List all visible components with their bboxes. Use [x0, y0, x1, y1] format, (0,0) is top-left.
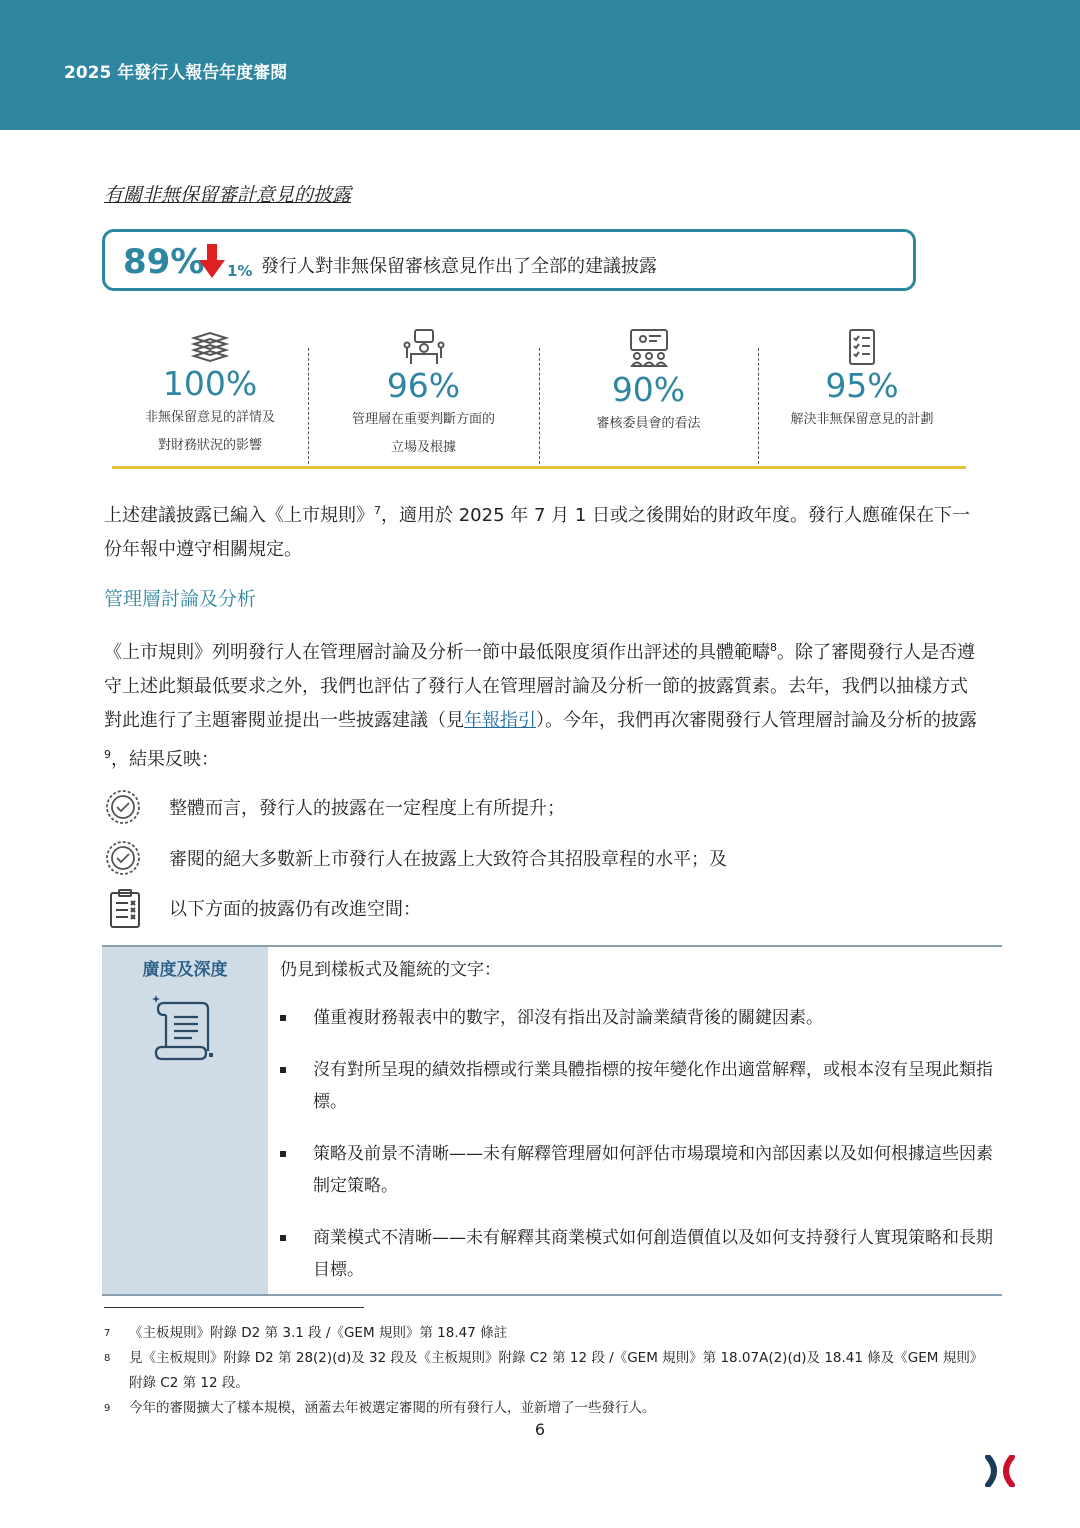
paragraph-intro: 上述建議披露已編入《上市規則》$^7$，適用於 2025 年 7 月 1 日或之後開始的財政年度。發行人應確保在下一份年報中遵守相關規定。: [104, 504, 971, 560]
presenter-icon: [403, 328, 445, 366]
hkex-logo-icon: [984, 1455, 1016, 1487]
paragraph-mdna: 《上市規則》列明發行人在管理層討論及分析一節中最低限度須作出評述的具體範疇$^8$。除了審閱發行人是否遵守上述此類最低要求之外，我們也評估了發行人在管理層討論及分析一節的披露質素。去年，我們以抽樣方式對此進行了主題審閱並提出一些披露建議（見年報指引）。今年，我們再次審閱發行人管理層討論及分析的披露$^9$，結果反映：: [104, 641, 977, 770]
stat-label: 立場及根據: [390, 440, 456, 455]
category-panel: [102, 947, 268, 1294]
document-scroll-icon: [152, 995, 216, 1061]
bullet-marker: [280, 1151, 286, 1157]
check-badge-icon: [104, 839, 142, 877]
stat-label: 非無保留意見的詳情及: [144, 410, 275, 425]
section-title: 有關非無保留審計意見的披露: [104, 184, 352, 206]
stat-value: 100%: [162, 364, 258, 403]
committee-icon: [627, 328, 671, 370]
bullet-marker: [280, 1015, 286, 1021]
bullet-marker: [280, 1235, 286, 1241]
down-arrow-icon: [199, 244, 225, 278]
stat-value: 90%: [611, 370, 686, 409]
stat-label: 審核委員會的看法: [596, 416, 701, 431]
highlight-text: 發行人對非無保留審核意見作出了全部的建議披露: [261, 256, 657, 277]
finding-text: 以下方面的披露仍有改進空間：: [169, 899, 421, 920]
finding-text: 整體而言，發行人的披露在一定程度上有所提升；: [169, 798, 565, 819]
finding-item: [104, 889, 984, 929]
stat-label: 對財務狀況的影響: [157, 438, 262, 453]
page-number: 6: [534, 1420, 546, 1439]
stat-value: 96%: [386, 366, 461, 405]
stat-label: 解決非無保留意見的計劃: [790, 412, 934, 427]
stats-panel: [112, 322, 966, 469]
books-icon: [190, 328, 230, 364]
category-title: 廣度及深度: [142, 960, 228, 980]
annual-report-guide-link[interactable]: 年報指引: [464, 710, 536, 731]
table-intro: 仍見到樣板式及籠統的文字：: [280, 960, 501, 980]
stat-resolution-plan: [758, 322, 966, 462]
highlight-box: [102, 229, 916, 291]
header-bar: [0, 0, 1080, 130]
stat-value: 95%: [825, 366, 899, 405]
document-title: 2025 年發行人報告年度審閱: [64, 63, 288, 83]
check-badge-icon: [104, 788, 142, 826]
stat-details: [112, 322, 308, 462]
footnote-divider: [104, 1307, 364, 1308]
clipboard-icon: [104, 889, 144, 929]
finding-item: [104, 788, 984, 828]
finding-item: [104, 839, 984, 879]
mdna-heading: 管理層討論及分析: [104, 588, 257, 610]
stat-management-stance: [308, 322, 539, 462]
stat-audit-committee: [539, 322, 758, 462]
finding-text: 審閱的絕大多數新上市發行人在披露上大致符合其招股章程的水平；及: [169, 849, 727, 870]
highlight-percent: 89%: [123, 242, 205, 282]
checklist-icon: [847, 328, 877, 366]
stat-label: 管理層在重要判斷方面的: [351, 412, 495, 427]
highlight-change: 1%: [227, 262, 253, 280]
improvement-table: 廣度及深度 仍見到樣板式及籠統的文字： 僅重複財務報表中的數字，卻沒有指出及討論業績背後的關鍵因素。 沒有對所呈現的績效指標或行業具體指標的按年變化作出適當解釋，或根本沒有呈現此類指標。 策略及前景不清晰——未有解釋管理層如何評估市場環境和內部因素以及如何根據這些因素制定策略。 商業模式不清晰——未有解釋其商業模式如何創造價值以及如何支持發行人實現策略和長期目標。: [102, 945, 1002, 1296]
bullet-marker: [280, 1067, 286, 1073]
